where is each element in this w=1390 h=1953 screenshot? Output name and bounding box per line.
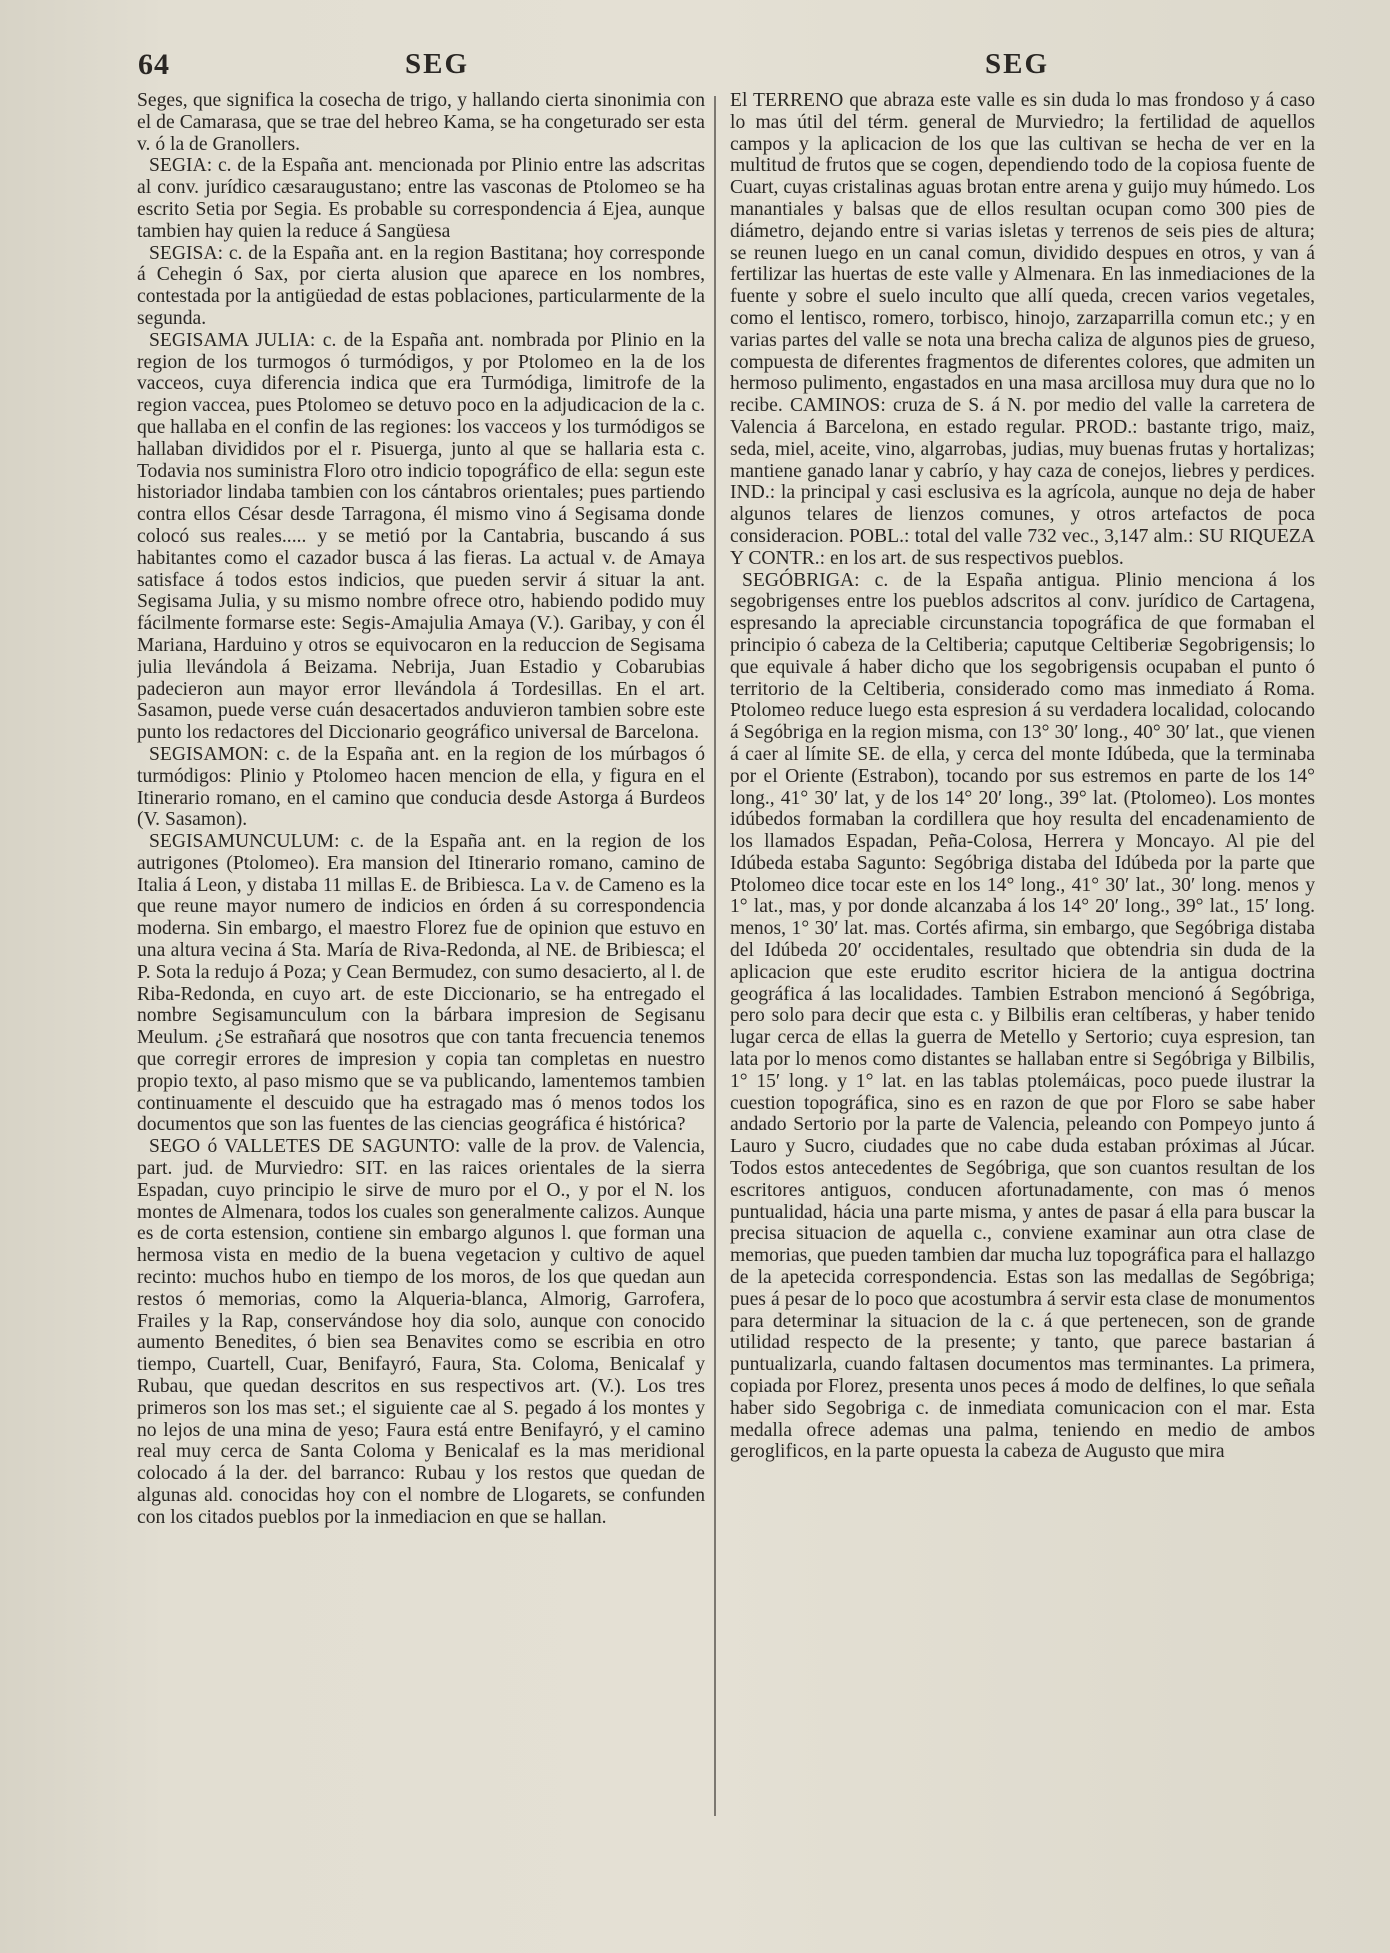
running-head-right: SEG [985, 48, 1050, 80]
page-number: 64 [138, 48, 170, 81]
entry-segia: SEGIA: c. de la España ant. mencionada por Plinio entre las adscritas al conv. jurídico cæsaraugustano; entre las vasconas de Ptolomeo se ha escrito Setia por Segia. Es probable su correspondencia á Ejea, aunque tambien hay quien la reduce á Sangüesa [137, 155, 705, 242]
paragraph-seges-continuation: Seges, que significa la cosecha de trigo, y hallando cierta sinonimia con el de Camarasa, que se trae del hebreo Kama, se ha congeturado ser esta v. ó la de Granollers. [137, 90, 705, 155]
entry-segobriga: SEGÓBRIGA: c. de la España antigua. Plinio menciona á los segobrigenses entre los pueblos adscritos al conv. jurídico de Cartagena, espresando la apreciable circunstancia topográfica de que formaban el principio ó cabeza de la Celtiberia; caputque Celtiberiæ Segobrigensis; lo que equivale á haber dicho que los segobrigensis ocupaban el punto ó territorio de la Celtiberia, considerado como mas inmediato á Roma. Ptolomeo reduce luego esta espresion á su verdadera localidad, colocando á Segóbriga en la region misma, con 13° 30′ long., 40° 30′ lat., que vienen á caer al límite SE. de ella, y cerca del monte Idúbeda, que la terminaba por el Oriente (Estrabon), tocando por sus estremos en parte de los 14° long., 41° 30′ lat, y de los 14° 20′ long., 39° lat. (Ptolomeo). Los montes idúbedos formaban la cordillera que hoy resulta del encadenamiento de los llamados Espadan, Peña-Colosa, Herrera y Moncayo. Al pie del Idúbeda estaba Sagunto: Segóbriga distaba del Idúbeda por la parte que Ptolomeo dice tocar este en los 14° long., 41° 30′ lat., 30′ long. menos y 1° lat., mas, y por donde alcanzaba á los 14° 20′ long., 39° lat., 15′ long. menos, 1° 30′ lat. mas. Cortés afirma, sin embargo, que Segóbriga distaba del Idúbeda 20′ occidentales, resultado que obtendria sin duda de la aplicacion que este erudito escritor hiciera de la antigua doctrina geográfica á las localidades. Tambien Estrabon mencionó á Segóbriga, pero solo para decir que esta c. y Bilbilis eran celtíberas, y haber tenido lugar cerca de ellas la guerra de Metello y Sertorio; cuya espresion, tan lata por lo menos como distantes se hallaban entre si Segóbriga y Bilbilis, 1° 15′ long. y 1° lat. en las tablas ptolemáicas, poco puede ilustrar la cuestion topográfica, sino es en razon de que por Floro se sabe haber andado Sertorio por la parte de Valencia, peleando con Pompeyo junto á Lauro y Sucro, ciudades que no cabe duda estaban próximas al Júcar. Todos estos antecedentes de Segóbriga, que son cuantos resultan de los escritores antiguos, conducen afortunadamente, con mas ó menos puntualidad, hácia una parte misma, y antes de pasar á ella para buscar la precisa situacion de aquella c., conviene examinar aun otra clase de memorias, que pueden tambien dar mucha luz topográfica para el hallazgo de la apetecida correspondencia. Estas son las medallas de Segóbriga; pues á pesar de lo poco que acostumbra á servir esta clase de monumentos para determinar la situacion de la c. á que pertenecen, son de grande utilidad respecto de la presente; y tanto, que parece bastarian á puntualizarla, cuando faltasen documentos mas terminantes. La primera, copiada por Florez, presenta unos peces á modo de delfines, lo que señala haber sido Segobriga c. de inmediata comunicacion con el mar. Esta medalla ofrece ademas una palma, teniendo en medio de ambos geroglificos, en la parte opuesta la cabeza de Augusto que mira [730, 569, 1315, 1463]
entry-segisa: SEGISA: c. de la España ant. en la region Bastitana; hoy corresponde á Cehegin ó Sax, por cierta alusion que aparece en los nombres, contestada por la antigüedad de estas poblaciones, particularmente de la segunda. [137, 242, 705, 329]
entry-segisamon: SEGISAMON: c. de la España ant. en la region de los múrbagos ó turmódigos: Plinio y Ptolomeo hacen mencion de ella, y figura en el Itinerario romano, en el camino que conducia desde Astorga á Burdeos (V. Sasamon). [137, 743, 705, 831]
paragraph-terreno: El TERRENO que abraza este valle es sin duda lo mas frondoso y á caso lo mas útil del térm. general de Murviedro; la fertilidad de aquellos campos y la aplicacion de los que las cultivan se hecha de ver en la multitud de frutos que se cogen, dependiendo todo de la copiosa fuente de Cuart, cuyas cristalinas aguas brotan entre arena y guijo muy húmedo. Los manantiales y balsas que de ellos resultan ocupan como 300 pies de diámetro, dejando entre si varias isletas y terrenos de seis pies de altura; se reunen luego en un canal comun, dividido despues en otros, y van á fertilizar las huertas de este valle y Almenara. En las inmediaciones de la fuente y sobre el suelo inculto que allí queda, crecen varios vegetales, como el lentisco, romero, torbisco, hinojo, zarzaparrilla comun etc.; y en varias partes del valle se nota una brecha caliza de algunos pies de grueso, compuesta de diferentes fragmentos de diferentes colores, que admiten un hermoso pulimento, engastados en una masa arcillosa muy dura que no lo recibe. CAMINOS: cruza de S. á N. por medio del valle la carretera de Valencia á Barcelona, en estado regular. PROD.: bastante trigo, maiz, seda, miel, aceite, vino, algarrobas, judias, muy buenas frutas y hortalizas; mantiene ganado lanar y cabrío, y hay caza de conejos, liebres y perdices. IND.: la principal y casi esclusiva es la agrícola, aunque no deja de haber algunos telares de lienzos comunes, y otros artefactos de poca consideracion. POBL.: total del valle 732 vec., 3,147 alm.: SU RIQUEZA Y CONTR.: en los art. de sus respectivos pueblos. [730, 90, 1315, 569]
right-column [730, 90, 1315, 1915]
entry-segisama-julia: SEGISAMA JULIA: c. de la España ant. nombrada por Plinio en la region de los turmogos ó turmódigos, y por Ptolomeo en la de los vacceos, cuya diferencia indica que era Turmódiga, limitrofe de la region vaccea, pues Ptolomeo se detuvo poco en la adjudicacion de la c. que hallaba en el confin de las regiones: los vacceos y los turmódigos se hallaban divididos por el r. Pisuerga, junto al que se hallaria esta c. Todavia nos suministra Floro otro indicio topográfico de ella: segun este historiador lindaba tambien con los cántabros orientales; pues partiendo contra ellos César desde Tarragona, él mismo vino á Segisama donde colocó sus reales..... y se metió por la Cantabria, buscando á sus habitantes como el cazador busca á las fieras. La actual v. de Amaya satisface á todos estos indicios, que pueden servir á situar la ant. Segisama Julia, y su mismo nombre ofrece otro, habiendo podido muy fácilmente formarse este: Segis-Amajulia Amaya (V.). Garibay, y con él Mariana, Harduino y otros se equivocaron en la reduccion de Segisama julia llevándola á Beizama. Nebrija, Juan Estadio y Cobarubias padecieron aun mayor error llevándola á Tordesillas. En el art. Sasamon, puede verse cuán desacertados anduvieron tambien sobre este punto los redactores del Diccionario geográfico universal de Barcelona. [137, 329, 705, 744]
entry-sego-valletes: SEGO ó VALLETES DE SAGUNTO: valle de la prov. de Valencia, part. jud. de Murviedro: SIT. en las raices orientales de la sierra Espadan, cuyo principio le sirve de muro por el O., y por el N. los montes de Almenara, todos los cuales son generalmente calizos. Aunque es de corta estension, contiene sin embargo algunos l. que forman una hermosa vista en medio de la buena vegetacion y cultivo de aquel recinto: muchos hubo en tiempo de los moros, de los que quedan aun restos ó memorias, como la Alqueria-blanca, Almorig, Garrofera, Frailes y la Rap, conservándose hoy dia solo, aunque con conocido aumento Benedites, ó bien sea Benavites como se escribia en otro tiempo, Cuartell, Cuar, Benifayró, Faura, Sta. Coloma, Benicalaf y Rubau, que quedan descritos en sus respectivos art. (V.). Los tres primeros son los mas set.; el siguiente cae al S. pegado á los montes y no lejos de una mina de yeso; Faura está entre Benifayró, y el camino real muy cerca de Santa Coloma y Benicalaf es la mas meridional colocado á la der. del barranco: Rubau y los restos que quedan de algunas ald. conocidas hoy con el nombre de Llogarets, se confunden con los citados pueblos por la inmediacion en que se hallan. [137, 1136, 705, 1528]
running-head-left: SEG [405, 48, 470, 80]
entry-segisamunculum: SEGISAMUNCULUM: c. de la España ant. en la region de los autrigones (Ptolomeo). Era mansion del Itinerario romano, camino de Italia á Leon, y distaba 11 millas E. de Bribiesca. La v. de Cameno es la que reune mayor numero de indicios en órden á su correspondencia moderna. Sin embargo, el maestro Florez fue de opinion que estuvo en una altura vecina á Sta. María de Riva-Redonda, al NE. de Bribiesca; el P. Sota la redujo á Poza; y Cean Bermudez, con sumo desacierto, al l. de Riba-Redonda, en cuyo art. de este Diccionario, se ha entregado el nombre Segisamunculum con la bárbara impresion de Segisanu Meulum. ¿Se estrañará que nosotros que con tanta frecuencia tenemos que corregir errores de impresion y copia tan completas en nuestro propio texto, al paso mismo que se va publicando, lamentemos tambien continuamente el descuido que ha estragado mas ó menos todos los documentos que son las fuentes de las ciencias geográfica é histórica? [137, 831, 705, 1136]
page-header [0, 38, 1390, 88]
left-column [137, 90, 705, 1915]
column-divider [714, 96, 716, 1816]
